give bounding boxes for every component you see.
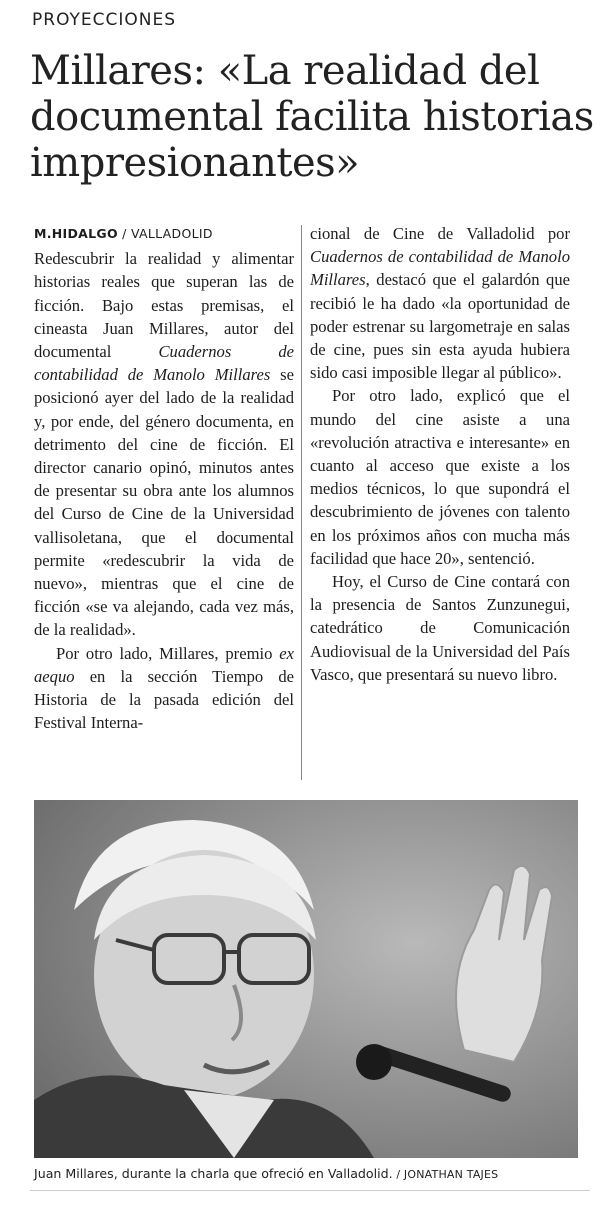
byline [34,222,294,245]
byline-separator: / [117,226,131,241]
byline-author: M.HIDALGO [34,226,118,241]
paragraph-5: Hoy, el Curso de Cine contará con la presencia de Santos Zunzunegui, catedrático de Comunicación Audiovisual de la Universidad del País Vasco, que presentará su nuevo libro. [310,572,570,684]
film-title: Cuadernos de contabilidad de Manolo Millares [34,342,294,385]
caption-text: Juan Millares, durante la charla que ofreció en Valladolid. [34,1166,393,1181]
article-column-left [34,222,294,734]
section-label: PROYECCIONES [32,10,177,30]
headline: Millares: «La realidad del documental facilita historias impresionantes» [30,48,594,186]
bottom-rule [30,1190,590,1191]
paragraph-text: Por otro lado, Millares, premio [56,643,280,663]
paragraph-1 [34,247,294,641]
italic-term: ex aequo [34,643,294,686]
article-photo [34,800,578,1158]
paragraph-text: en la sección Tiempo de Historia de la pasada edición del Festival Interna- [34,666,294,733]
paragraph-4: Por otro lado, explicó que el mundo del cine asiste a una «revolución atractiva e interesante» en cuanto al acceso que existe a los medios técnicos, lo que supondrá el descubrimiento de jóvenes con talento en los próximos años con mucha más facilidad que hace 20», sentenció. [310,386,570,568]
paragraph-3 [310,222,570,384]
paragraph-text: se posicionó ayer del lado de la realidad y, por ende, del género documenta, en detrimento del cine de ficción. El director canario opinó, minutos antes de presentar su obra ante los alumnos del Curso de Cine de la Universidad vallisoletana, que el documental permite «redescubrir la vida de nuevo», mientras que el cine de ficción «se va alejando, cada vez más, de la realidad». [34,365,294,640]
photo-illustration [34,800,578,1158]
paragraph-2 [34,642,294,735]
paragraph-text: Redescubrir la realidad y alimentar historias reales que superan las de ficción. Bajo estas premisas, el cineasta Juan Millares, autor del documental [34,249,294,362]
photo-caption [34,1166,594,1181]
byline-location: VALLADOLID [130,226,213,241]
photo-credit: / JONATHAN TAJES [392,1168,499,1181]
paragraph-text: cional de Cine de Valladolid por [310,224,570,243]
film-title: Cuadernos de contabilidad de Manolo Millares [310,247,570,290]
paragraph-text: , destacó que el galardón que recibió le ha dado «la oportunidad de poder estrenar su largometraje en salas de cine, pues sin esta ayuda hubiera sido casi imposible llegar al público». [310,270,570,383]
article-column-right [310,222,570,686]
column-divider [301,225,302,780]
